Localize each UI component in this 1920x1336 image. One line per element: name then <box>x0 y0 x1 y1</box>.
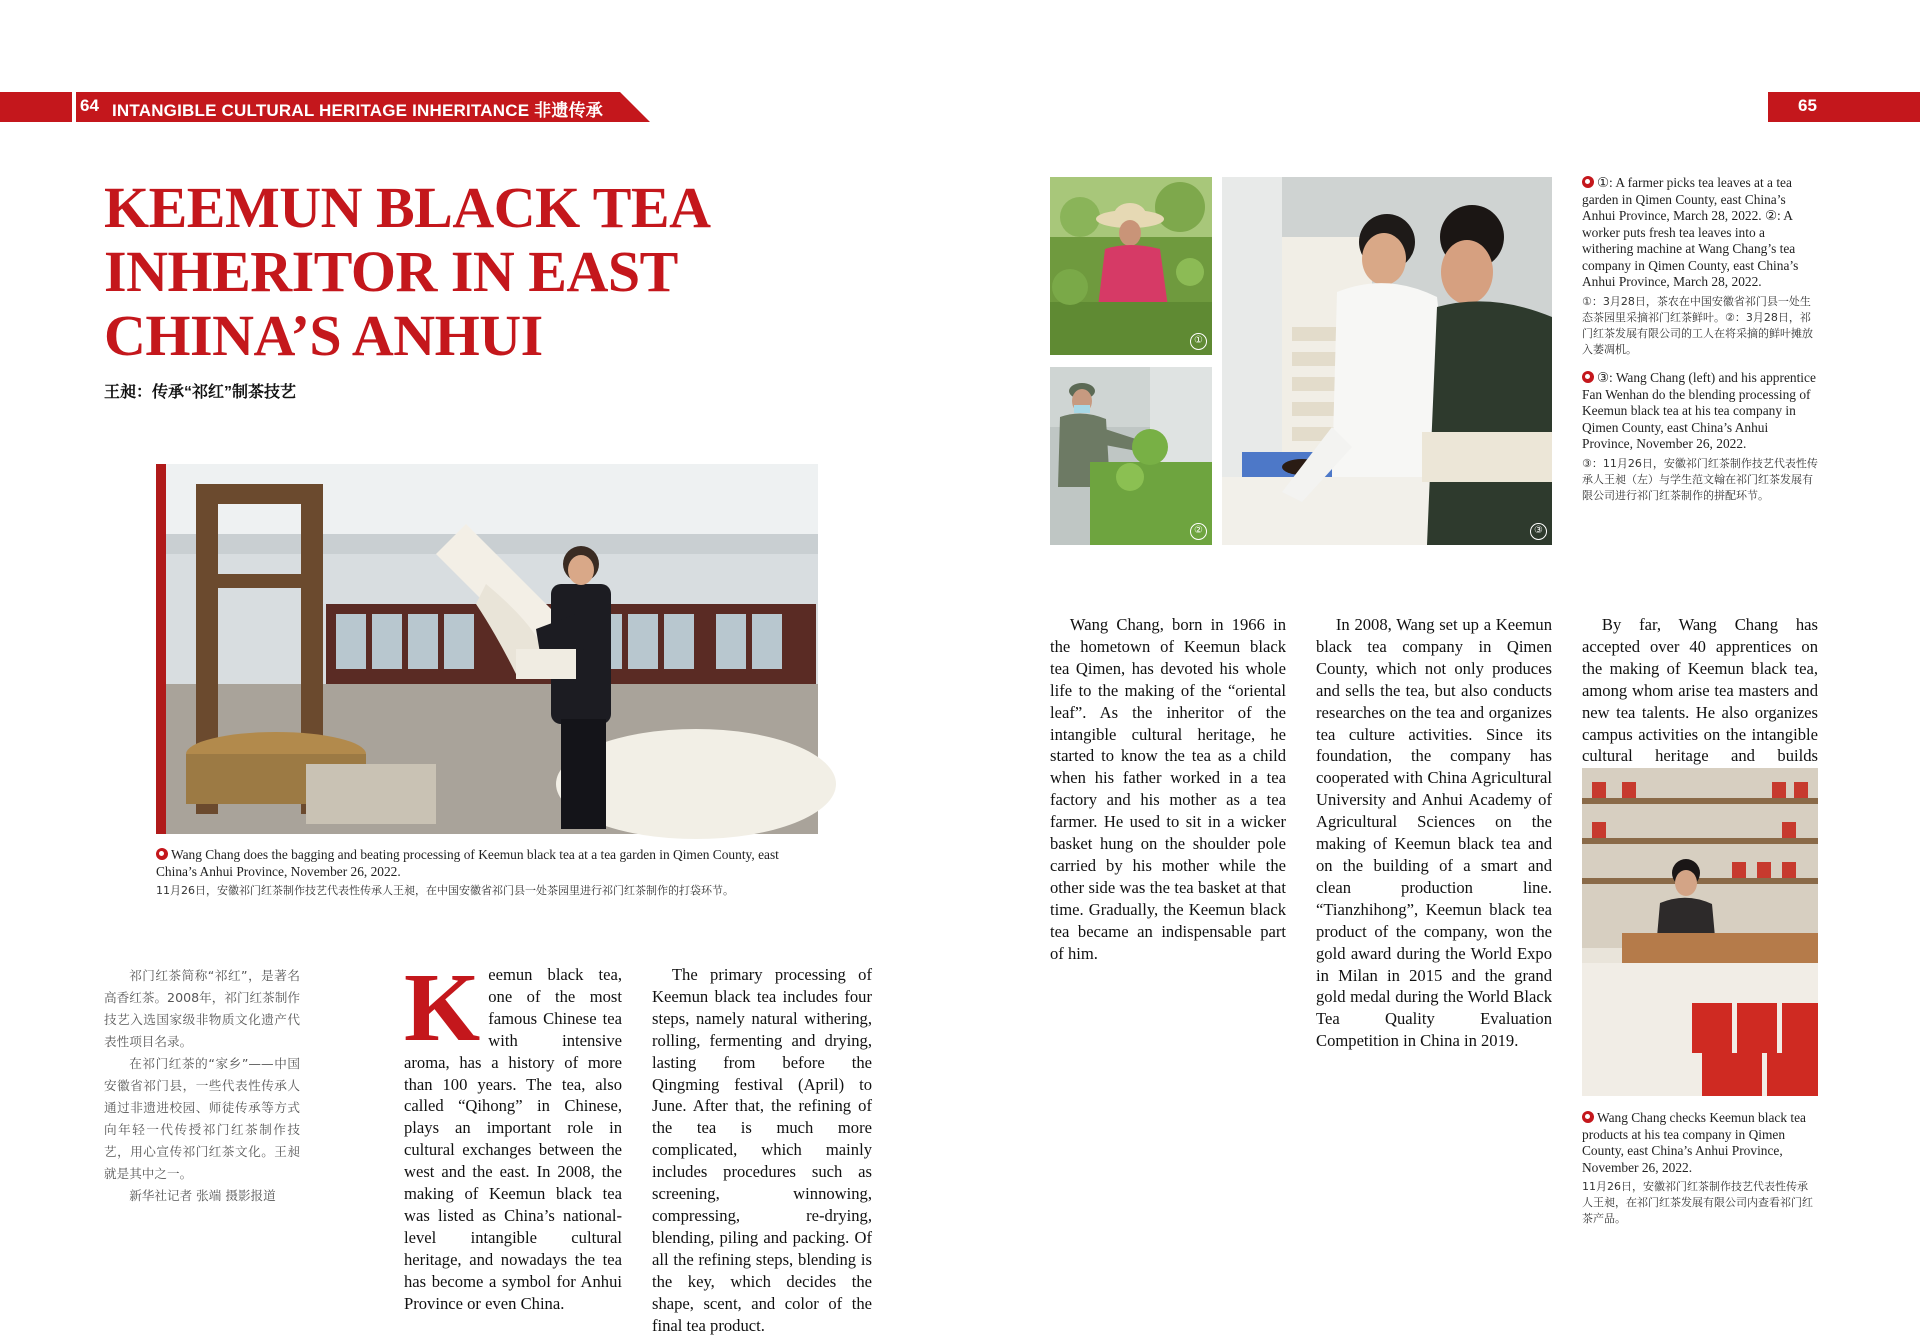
caption-photo-3 <box>1582 370 1818 504</box>
camera-icon <box>1582 176 1594 188</box>
caption-12-en: ①: A farmer picks tea leaves at a tea garden in Qimen County, east China’s Anhui Province, March 28, 2022. ②: A worker puts fresh tea leaves into a withering machine at Wang Chang’s tea company in Qimen County, east China’s Anhui Province, March 28, 2022. <box>1582 175 1799 289</box>
section-header-left <box>0 92 650 122</box>
main-caption-en: Wang Chang does the bagging and beating processing of Keemun black tea at a tea garden in Qimen County, east China’s Anhui Province, November 26, 2022. <box>156 847 779 879</box>
article-p5: By far, Wang Chang has accepted over 40 apprentices on the making of Keemun black tea, among whom arise tea masters and new tea talents. He also organizes campus activities on the intangible cultural heritage and builds <box>1582 615 1818 766</box>
badge-2: ② <box>1190 523 1207 540</box>
shop-photo-caption <box>1582 1110 1818 1227</box>
camera-icon <box>1582 371 1594 383</box>
section-title: INTANGIBLE CULTURAL HERITAGE INHERITANCE 非遗传承 <box>112 101 603 120</box>
headline-line-3: CHINA’S ANHUI <box>104 303 543 368</box>
main-photo-tea-beating <box>156 464 818 834</box>
page-number-left: 64 <box>80 96 99 115</box>
article-column-1 <box>404 954 622 1315</box>
camera-icon <box>1582 1111 1594 1123</box>
intro-zh-byline: 新华社记者 张端 摄影报道 <box>129 1188 276 1203</box>
shop-caption-en: Wang Chang checks Keemun black tea products at his tea company in Qimen County, east China’s Anhui Province, November 26, 2022. <box>1582 1110 1806 1175</box>
main-photo-caption <box>156 847 818 899</box>
page-number-right: 65 <box>1798 96 1817 115</box>
article-column-3 <box>1050 614 1286 965</box>
caption-12-zh: ①：3月28日，茶农在中国安徽省祁门县一处生态茶园里采摘祁门红茶鲜叶。②：3月28日，祁门红茶发展有限公司的工人在将采摘的鲜叶摊放入萎凋机。 <box>1582 294 1813 356</box>
section-header-right <box>1768 92 1920 122</box>
headline-line-1: KEEMUN BLACK TEA <box>104 175 711 240</box>
article-column-2 <box>652 964 872 1336</box>
subtitle-zh: 王昶：传承“祁红”制茶技艺 <box>104 384 297 401</box>
photo-3-blending <box>1222 177 1552 545</box>
drop-cap: K <box>404 954 481 1062</box>
intro-zh-p2: 在祁门红茶的“家乡”——中国安徽省祁门县，一些代表性传承人通过非遗进校园、师徒传承等方式向年轻一代传授祁门红茶制作技艺，用心宣传祁门红茶文化。王昶就是其中之一。 <box>104 1056 300 1181</box>
intro-zh <box>104 965 300 1207</box>
badge-3: ③ <box>1530 523 1547 540</box>
caption-3-zh: ③：11月26日，安徽祁门红茶制作技艺代表性传承人王昶（左）与学生范文翰在祁门红茶发展有限公司进行祁门红茶制作的拼配环节。 <box>1582 456 1818 502</box>
article-column-4 <box>1316 614 1552 1052</box>
article-p1: eemun black tea, one of the most famous Chinese tea with intensive aroma, has a history of more than 100 years. The tea, also called “Qihong” in Chinese, plays an important role in cultural exchanges between the west and the east. In 2008, the making of Keemun black tea was listed as China’s national-level intangible cultural heritage, and nowadays the tea has become a symbol for Anhui Province or even China. <box>404 965 622 1313</box>
caption-3-en: ③: Wang Chang (left) and his apprentice Fan Wenhan do the blending processing of Keemun black tea at his tea company in Qimen County, east China’s Anhui Province, November 26, 2022. <box>1582 370 1816 451</box>
headline-line-2: INHERITOR IN EAST <box>104 239 678 304</box>
photo-2-withering <box>1050 367 1212 545</box>
intro-zh-p1: 祁门红茶简称“祁红”，是著名高香红茶。2008年，祁门红茶制作技艺入选国家级非物质文化遗产代表性项目名录。 <box>104 968 300 1049</box>
main-caption-zh: 11月26日，安徽祁门红茶制作技艺代表性传承人王昶，在中国安徽省祁门县一处茶园里进行祁门红茶制作的打袋环节。 <box>156 884 734 897</box>
photo-tea-shop <box>1582 768 1818 1096</box>
photo-1-tea-picking <box>1050 177 1212 355</box>
article-p3: Wang Chang, born in 1966 in the hometown of Keemun black tea Qimen, has devoted his whole life to the making of the “oriental leaf”. As the inheritor of the intangible cultural heritage, he started to know the tea as a child when his father worked in a tea factory and his mother as a tea farmer. He used to sit in a wicker basket hung on the shoulder pole carried by his mother while the other side was the tea basket at that time. Gradually, the Keemun black tea became an indispensable part of him. <box>1050 615 1286 963</box>
badge-1: ① <box>1190 333 1207 350</box>
article-p4: In 2008, Wang set up a Keemun black tea company in Qimen County, which not only produces and sells the tea, but also conducts researches on the tea and organizes tea culture activities. Since its foundation, the company has cooperated with China Agricultural University and Anhui Academy of Agricultural Sciences on the making of Keemun black tea and on the building of a smart and clean production line. “Tianzhihong”, Keemun black tea product of the company, won the gold award during the World Expo in Milan in 2015 and the grand gold medal during the World Black Tea Quality Evaluation Competition in China in 2019. <box>1316 615 1552 1051</box>
camera-icon <box>156 848 168 860</box>
headline <box>104 176 744 368</box>
caption-photos-1-2 <box>1582 175 1818 358</box>
shop-caption-zh: 11月26日，安徽祁门红茶制作技艺代表性传承人王昶，在祁门红茶发展有限公司内查看祁门红茶产品。 <box>1582 1180 1813 1225</box>
article-p2: The primary processing of Keemun black tea includes four steps, namely natural withering, rolling, fermenting and drying, lasting from before the Qingming festival (April) to June. After that, the refining of the tea is much more complicated, which mainly includes procedures such as screening, winnowing, compressing, re-drying, blending, piling and packing. Of all the refining steps, blending is the key, which decides the shape, scent, and color of the final tea product. <box>652 965 872 1335</box>
